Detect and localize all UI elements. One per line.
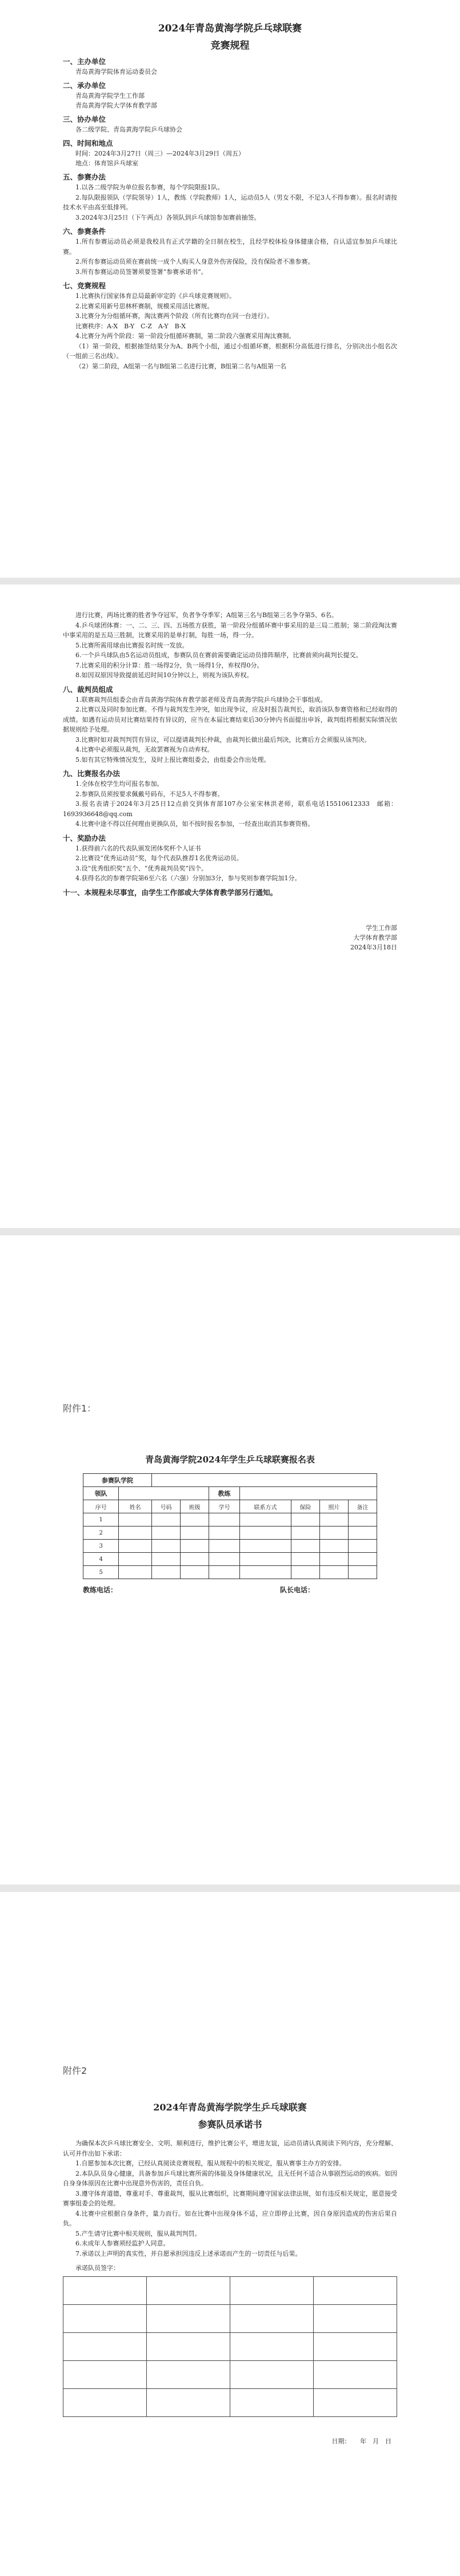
pledge-item: 2.本队队员身心健康，具备参加乒乓球比赛所需的体能及身体健康状况，且无任何不适合从事剧烈运动的疾病。如因自身身体原因在比赛中出现意外伤害的，责任自负。 <box>63 2169 397 2187</box>
cell-input[interactable] <box>240 1553 291 1566</box>
row-number: 3 <box>83 1540 119 1553</box>
row-number: 4 <box>83 1553 119 1566</box>
section-paragraph: 2.比赛设“优秀运动员”奖，每个代表队推荐1名优秀运动员。 <box>75 854 243 862</box>
section-heading: 七、竞赛规程 <box>63 281 106 290</box>
col-header: 姓名 <box>119 1500 152 1513</box>
sign-label: 承诺队员签字： <box>75 2264 119 2272</box>
section-paragraph: 1.全体在校学生均可报名参加。 <box>75 780 163 788</box>
col-header: 号码 <box>152 1500 181 1513</box>
signature-date: 2024年3月18日 <box>350 943 397 951</box>
cell-input[interactable] <box>291 1566 320 1579</box>
col-header: 照片 <box>320 1500 349 1513</box>
section-paragraph: 3.所有参赛运动员签署须要签署“参赛承诺书”。 <box>75 268 207 276</box>
cell-input[interactable] <box>152 1566 181 1579</box>
section-line: 各二级学院、青岛黄海学院乒乓球协会 <box>75 126 182 133</box>
pledge-item: 7.承诺以上声明的真实性，并自愿承担因违反上述承诺而产生的一切责任与后果。 <box>75 2249 302 2257</box>
signature-cell[interactable] <box>314 2361 397 2389</box>
document-page-2 <box>0 585 460 1228</box>
signature-dept-1: 学生工作部 <box>366 924 397 932</box>
pledge-item: 6.未成年人参赛须经监护人同意。 <box>75 2240 170 2247</box>
section-paragraph: 8.如因双原因导致提前延迟时间10分钟以上，则视为该队弃权。 <box>75 671 253 679</box>
section-paragraph: 4.比赛分为两个阶段：第一阶段分组循环赛制，第二阶段六强赛采用淘汰赛制。 <box>75 332 295 340</box>
cell-input[interactable] <box>291 1526 320 1540</box>
col-header: 班级 <box>181 1500 209 1513</box>
pledge-item: 4.比赛中应根据自身条件，量力而行。如在比赛中出现身体不适，应立即停止比赛，因自身原因造成的伤害后果自负。 <box>63 2209 397 2227</box>
table-row <box>83 1526 377 1540</box>
cell-input[interactable] <box>240 1540 291 1553</box>
cell-input[interactable] <box>209 1513 240 1526</box>
cell-input[interactable] <box>349 1566 377 1579</box>
signature-cell[interactable] <box>230 2361 314 2389</box>
table-row <box>83 1566 377 1579</box>
signature-cell[interactable] <box>147 2305 230 2333</box>
table-row <box>83 1513 377 1526</box>
pledge-item: 3.遵守体育道德，尊重对手、尊重裁判，服从比赛组织，比赛期间遵守国家法律法规，如有违反相关规定，愿意接受赛事组委会的处理。 <box>63 2189 397 2207</box>
section-line: 青岛黄海学院体育运动委员会 <box>75 68 157 75</box>
doc-subtitle: 竞赛规程 <box>210 40 250 51</box>
section-heading: 六、参赛条件 <box>63 227 106 236</box>
cell-input[interactable] <box>349 1513 377 1526</box>
cell-input[interactable] <box>320 1513 349 1526</box>
row-number: 1 <box>83 1513 119 1526</box>
section-heading: 四、时间和地点 <box>63 139 113 148</box>
section-paragraph: 3.比赛分为分组循环赛，淘汰赛两个阶段（所有比赛均在同一台进行）。 <box>75 312 273 320</box>
section-paragraph: 1.以各二级学院为单位报名参赛，每个学院限报1队。 <box>75 184 224 191</box>
col-header: 学号 <box>209 1500 240 1513</box>
section-paragraph: 6.一个乒乓球队由5名运动员组成，参赛队员在赛前需要确定运动员排阵顺序，比赛前须向裁判长提交。 <box>75 651 362 659</box>
section-line: 地点：体育馆乒乓球室 <box>75 160 138 167</box>
section-paragraph: 2.比赛采用新号思林杯赛制，规模采用活比赛规。 <box>75 302 214 310</box>
pledge-date: 日期： 年 月 日 <box>331 2438 391 2445</box>
section-paragraph: 4.获得名次的参赛学院第6至六名（六强）分别加3分，参与奖则参赛学院加1分。 <box>75 874 301 882</box>
signature-cell[interactable] <box>230 2305 314 2333</box>
col-header: 保险 <box>291 1500 320 1513</box>
section-paragraph: 2.参赛队员须按要求佩戴号码布，不足5人不得参赛。 <box>75 790 224 798</box>
attachment-label: 附件2 <box>63 2065 87 2076</box>
table-row <box>83 1540 377 1553</box>
cell-input[interactable] <box>240 1526 291 1540</box>
coach-phone-label: 教练电话： <box>83 1586 118 1594</box>
cell-input[interactable] <box>181 1513 209 1526</box>
section-paragraph: 3.设“优秀组织奖”五个、“优秀裁判员奖”四个。 <box>75 864 207 872</box>
registration-table <box>83 1473 377 1579</box>
cell-input[interactable] <box>291 1553 320 1566</box>
attachment-label: 附件1： <box>63 1403 97 1414</box>
cell-input[interactable] <box>209 1526 240 1540</box>
pledge-item: 1.自愿参加本次比赛，已经认真阅读竞赛规程，服从规程中的相关规定，服从赛事主办方的安排。 <box>75 2160 346 2167</box>
section-paragraph: 比赛秩序：A-X B-Y C-Z A-Y B-X <box>75 322 186 330</box>
signature-cell[interactable] <box>63 2333 147 2361</box>
cell-input[interactable] <box>152 1513 181 1526</box>
cell-input[interactable] <box>320 1566 349 1579</box>
cell-input[interactable] <box>119 1566 152 1579</box>
cell-input[interactable] <box>320 1526 349 1540</box>
section-paragraph: （2）第二阶段，A组第一名与B组第二名进行比赛，B组第二名与A组第一名 <box>75 362 287 370</box>
cell-input[interactable] <box>152 1526 181 1540</box>
section-paragraph: 1.所有参赛运动员必须是我校具有正式学籍的全日制在校生，且经学校体检身体健康合格，自认适宜参加乒乓球比赛。 <box>63 238 397 256</box>
signature-cell[interactable] <box>314 2389 397 2417</box>
closing-note: 十一、本规程未尽事宜，由学生工作部或大学体育教学部另行通知。 <box>63 888 278 897</box>
signature-cell[interactable] <box>147 2277 230 2305</box>
coach-label: 教练 <box>209 1487 240 1500</box>
col-header: 联系方式 <box>240 1500 291 1513</box>
cell-input[interactable] <box>349 1553 377 1566</box>
cell-input[interactable] <box>349 1540 377 1553</box>
cell-input[interactable] <box>209 1553 240 1566</box>
cell-input[interactable] <box>349 1526 377 1540</box>
section-paragraph: 2.每队限报领队（学院领导）1人，教练（学院教师）1人，运动员5人（男女不限，不足3人不得参赛）。报名时请按技术水平由高至低排列。 <box>63 193 397 211</box>
section-paragraph: 2.比赛以及同时参加比赛。不得与裁判发生冲突，如出现争议，应及时报告裁判长，取消该队参赛资格和已经取得的成绩。如遇有运动员对比赛结果持有异议的，应当在本届比赛结束后30分钟内书面提出申诉，裁判组将根据实际情况依据规则给予处理。 <box>63 706 397 733</box>
signature-cell[interactable] <box>63 2361 147 2389</box>
signature-grid <box>63 2276 397 2417</box>
section-paragraph: 4.比赛中途不得以任何理由更换队员，如不按时报名参加，一经查出取消其参赛资格。 <box>75 820 314 828</box>
table-row <box>83 1553 377 1566</box>
signature-cell[interactable] <box>147 2361 230 2389</box>
section-heading: 十、奖励办法 <box>63 833 106 842</box>
cell-input[interactable] <box>291 1540 320 1553</box>
section-paragraph: 1.联赛裁判员组委会由青岛黄海学院体育教学部老师及青岛黄海学院乒乓球协会干事组成。 <box>75 695 327 703</box>
signature-cell[interactable] <box>147 2333 230 2361</box>
cell-input[interactable] <box>240 1566 291 1579</box>
cell-input[interactable] <box>119 1540 152 1553</box>
section-paragraph: 4.乒乓球团体赛：一、二、三、四、五场胜方获胜，第一阶段分组循环赛中事采用的是三局二胜制；第二阶段淘汰赛中事采用的是五局三胜制，比赛采用的是单打制，每胜一场，得一分。 <box>63 621 397 639</box>
cell-input[interactable] <box>119 1526 152 1540</box>
signature-cell[interactable] <box>230 2389 314 2417</box>
signature-cell[interactable] <box>230 2277 314 2305</box>
section-line: 青岛黄海学院大学体育教学部 <box>75 102 157 109</box>
cell-input[interactable] <box>291 1513 320 1526</box>
coach-field[interactable] <box>240 1487 377 1500</box>
section-paragraph: 7.比赛采用的积分计算：胜一场得2分，负一场得1分，弃权得0分。 <box>75 661 263 669</box>
cell-input[interactable] <box>152 1553 181 1566</box>
section-line: 青岛黄海学院学生工作部 <box>75 92 145 100</box>
cell-input[interactable] <box>152 1540 181 1553</box>
team-field[interactable] <box>152 1474 377 1487</box>
signature-cell[interactable] <box>314 2277 397 2305</box>
pledge-subtitle: 参赛队员承诺书 <box>198 2119 262 2130</box>
signature-dept-2: 大学体育教学部 <box>353 933 397 941</box>
pledge-title: 2024年青岛黄海学院学生乒乓球联赛 <box>153 2102 307 2113</box>
signature-cell[interactable] <box>314 2305 397 2333</box>
section-paragraph: 5.如有其它特殊情况发生，及时上报比赛组委会，由组委会作出处理。 <box>75 756 270 764</box>
section-heading: 三、协办单位 <box>63 115 106 124</box>
section-heading: 一、主办单位 <box>63 57 106 66</box>
section-paragraph: 3.比赛时如对裁判判罚有异议，可以提请裁判长仲裁，由裁判长做出最后判决，比赛后方会须服从该判决。 <box>75 736 371 744</box>
section-paragraph: 1.获得前六名的代表队颁发团体奖杯个人证书 <box>75 844 201 852</box>
signature-cell[interactable] <box>63 2305 147 2333</box>
row-number: 5 <box>83 1566 119 1579</box>
leader-field[interactable] <box>119 1487 209 1500</box>
doc-title: 2024年青岛黄海学院乒乓球联赛 <box>158 23 302 34</box>
document-page-3 <box>0 1235 460 1885</box>
cell-input[interactable] <box>181 1540 209 1553</box>
cell-input[interactable] <box>119 1553 152 1566</box>
cell-input[interactable] <box>209 1540 240 1553</box>
team-label: 参赛队学院 <box>83 1474 152 1487</box>
section-paragraph: 5.比赛所需用球由比赛报名时统一发放。 <box>75 641 189 649</box>
section-heading: 五、参赛办法 <box>63 173 106 181</box>
cell-input[interactable] <box>320 1540 349 1553</box>
signature-cell[interactable] <box>63 2389 147 2417</box>
cell-input[interactable] <box>181 1553 209 1566</box>
section-heading: 九、比赛报名办法 <box>63 769 121 778</box>
cell-input[interactable] <box>209 1566 240 1579</box>
section-paragraph: 进行比赛，两场比赛的胜者争夺冠军，负者争夺季军；A组第三名与B组第三名争夺第5、6名。 <box>75 611 338 619</box>
cell-input[interactable] <box>181 1526 209 1540</box>
cell-input[interactable] <box>320 1553 349 1566</box>
section-paragraph: （1）第一阶段，根据抽签结果分为A、B两个小组，通过小组循环赛，根据积分高低进行排名，分别决出小组名次（一组前三名出线）。 <box>63 342 397 360</box>
section-paragraph: 3.2024年3月25日（下午两点）各领队到乒乓球馆参加赛前抽签。 <box>75 213 261 221</box>
section-paragraph: 2.所有参赛运动员须在赛前统一成个人购买人身意外伤害保险，没有保险者不准参赛。 <box>75 258 314 265</box>
pledge-item: 5.产生请守比赛中相关规则，服从裁判判罚。 <box>75 2229 201 2237</box>
cell-input[interactable] <box>181 1566 209 1579</box>
section-paragraph: 1.比赛执行国家体育总局最新审定的《乒乓球竞赛规则》。 <box>75 292 235 300</box>
section-heading: 二、承办单位 <box>63 81 106 90</box>
cell-input[interactable] <box>119 1513 152 1526</box>
cell-input[interactable] <box>240 1513 291 1526</box>
form-title: 青岛黄海学院2024年学生乒乓球联赛报名表 <box>145 1454 315 1465</box>
document-page-1 <box>0 0 460 578</box>
section-paragraph: 3.报名表请于2024年3月25日12点前交到体育部107办公室宋林洪老师，联系电话15510612333 邮箱：1693936648@qq.com <box>63 800 397 818</box>
row-number: 2 <box>83 1526 119 1540</box>
section-line: 时间：2024年3月27日（周三）—2024年3月29日（周五） <box>75 150 245 157</box>
leader-phone-label: 队长电话： <box>279 1586 314 1594</box>
section-heading: 八、裁判员组成 <box>63 685 113 694</box>
col-header: 备注 <box>349 1500 377 1513</box>
leader-label: 领队 <box>83 1487 119 1500</box>
signature-cell[interactable] <box>63 2277 147 2305</box>
section-paragraph: 4.比赛中必须服从裁判，无故罢赛视为自动弃权。 <box>75 746 214 753</box>
document-page-4 <box>0 1892 460 2576</box>
signature-cell[interactable] <box>314 2333 397 2361</box>
col-header: 序号 <box>83 1500 119 1513</box>
signature-cell[interactable] <box>230 2333 314 2361</box>
signature-cell[interactable] <box>147 2389 230 2417</box>
pledge-intro: 为确保本次乒乓球比赛安全、文明、顺利进行，维护比赛公平，增进友谊，运动员请认真阅读下列内容，充分理解、认可并作出如下承诺： <box>63 2140 397 2157</box>
